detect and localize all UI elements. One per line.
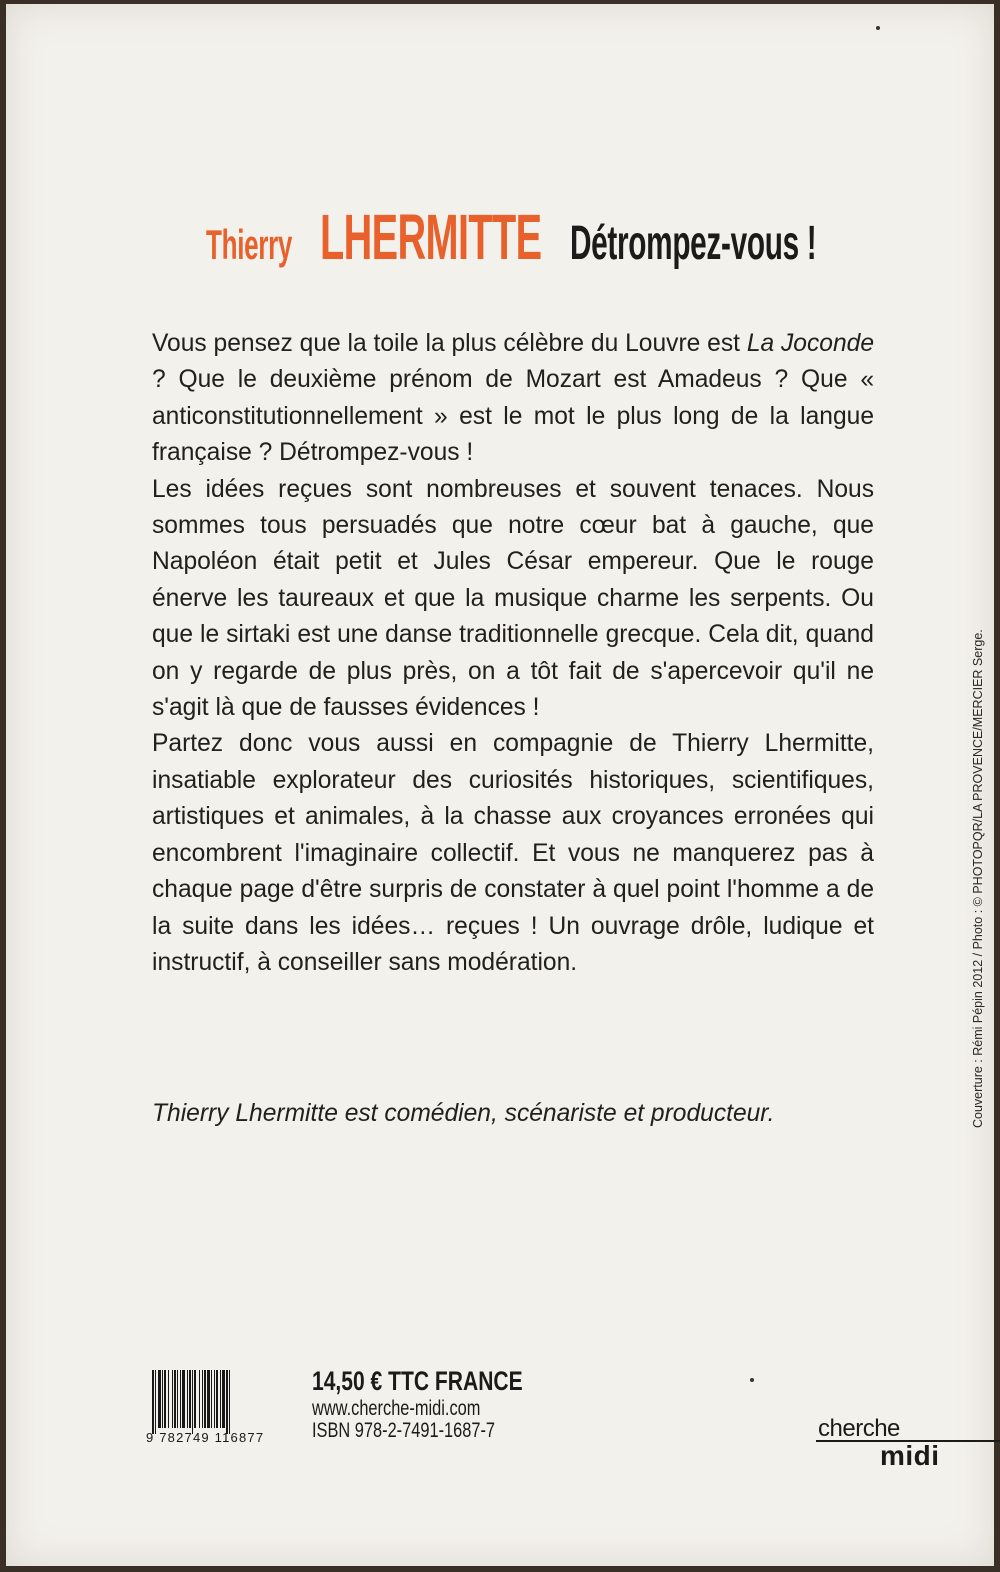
- blurb-paragraph-1: [152, 326, 874, 472]
- barcode: [146, 1370, 304, 1450]
- isbn: ISBN 978-2-7491-1687-7: [312, 1419, 496, 1442]
- speck: [750, 1378, 754, 1382]
- barcode-number: 9 782749 116877: [146, 1430, 265, 1445]
- price-block: [312, 1366, 582, 1442]
- blurb-paragraph-1-italic: La Joconde: [746, 330, 874, 357]
- title-row: [206, 200, 967, 280]
- barcode-bar: [230, 1370, 232, 1428]
- book-title: Détrompez-vous !: [570, 217, 817, 270]
- blurb-paragraph-2: Les idées reçues sont nombreuses et souvent tenaces. Nous sommes tous persuadés que notre cœur bat à gauche, que Napoléon était petit et Jules César empereur. Que le rouge énerve les taureaux et que la musique charme les serpents. Ou que le sirtaki est une danse traditionnelle grecque. Cela dit, quand on y regarde de plus près, on a tôt fait de s'apercevoir qu'il ne s'agit là que de fausses évidences !: [152, 475, 874, 722]
- blurb-paragraph-1-end: ? Que le deuxième prénom de Mozart est Amadeus ? Que « anticonstitutionnellement » est le mot le plus long de la langue française ? Détrompez-vous !: [152, 366, 874, 467]
- blurb-text: [152, 326, 874, 981]
- price-value: 14,50 €: [312, 1366, 383, 1396]
- price-suffix: TTC FRANCE: [388, 1366, 523, 1396]
- author-last-name: LHERMITTE: [320, 201, 542, 273]
- speck: [876, 26, 880, 30]
- blurb-paragraph-1-start: Vous pensez que la toile la plus célèbre du Louvre est: [152, 330, 747, 357]
- author-bio: Thierry Lhermitte est comédien, scénariste et producteur.: [152, 1100, 775, 1127]
- blurb-paragraph-3: Partez donc vous aussi en compagnie de Thierry Lhermitte, insatiable explorateur des curiosités historiques, scientifiques, artistiques et animales, à la chasse aux croyances erronées qui encombrent l'imaginaire collectif. Et vous ne manquerez pas à chaque page d'être surpris de constater à quel point l'homme a de la suite dans les idées… reçues ! Un ouvrage drôle, ludique et instructif, à conseiller sans modération.: [152, 730, 874, 976]
- price: [312, 1366, 523, 1398]
- barcode-bars: [152, 1370, 304, 1432]
- publisher-website: www.cherche-midi.com: [312, 1397, 481, 1420]
- logo-top-word: cherche: [816, 1418, 1000, 1442]
- author-first-name: Thierry: [206, 221, 293, 268]
- cover-credit: Couverture : Rémi Pépin 2012 / Photo : © PHOTOPQR/LA PROVENCE/MERCIER Serge.: [971, 629, 985, 1128]
- logo-bottom-word: midi: [880, 1440, 940, 1471]
- back-cover: [6, 4, 994, 1566]
- publisher-logo: [816, 1415, 1000, 1478]
